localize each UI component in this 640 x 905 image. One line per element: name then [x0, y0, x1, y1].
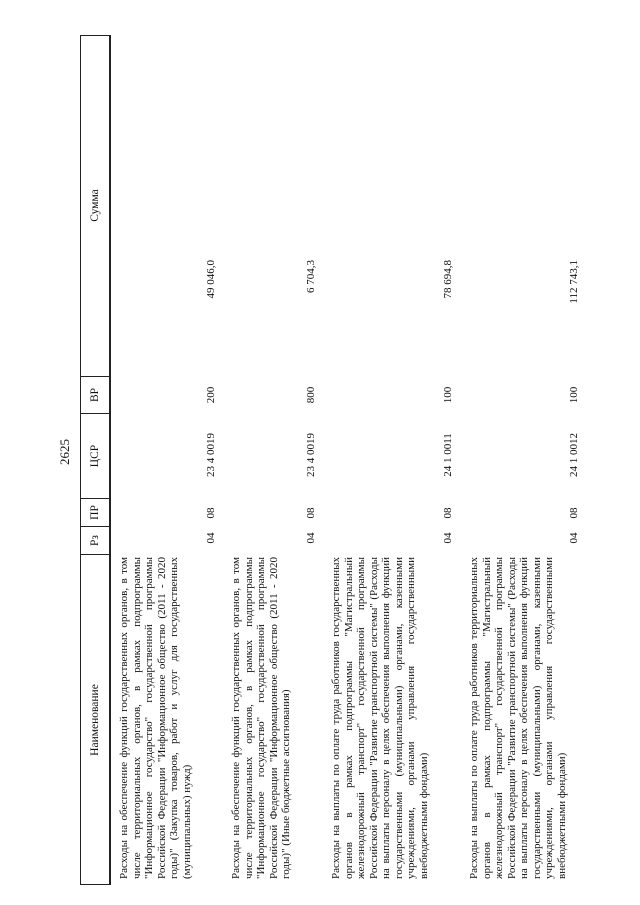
row-description: Расходы на выплаты по оплате труда работников территориальных органов в рамках подпрограммы "Магистральный железнодорожный транспорт" государственной программы Российской Федерации "Развитие транспортной системы" (Расходы на выплаты персоналу в целях обеспечения выполнения функций государственными (муниципальными) органами, казенными учреждениями, органами управления государственными внебюджетными фондами) — [468, 557, 568, 879]
budget-table — [80, 35, 585, 885]
row-pr: 08 — [205, 507, 217, 519]
table-row — [330, 35, 455, 885]
row-pr: 08 — [568, 507, 580, 519]
row-description: Расходы на выплаты по оплате труда работников государственных органов в рамках подпрограммы "Магистральный железнодорожный транспорт" государственной программы Российской Федерации "Развитие транспортной системы" (Расходы на выплаты персоналу в целях обеспечения выполнения функций государственными (муниципальными) органами, казенными учреждениями, органами управления государственными внебюджетными фондами) — [330, 557, 430, 879]
row-sum: 6 704,3 — [305, 260, 317, 293]
row-sum: 78 694,8 — [442, 260, 454, 299]
row-rz: 04 — [442, 532, 454, 544]
page-number: 2625 — [57, 439, 72, 465]
row-csr: 23 4 0019 — [205, 433, 217, 477]
row-csr: 23 4 0019 — [305, 433, 317, 477]
row-description: Расходы на обеспечение функций государственных органов, в том числе территориальных органов, в рамках подпрограммы "Информационное государство" государственной программы Российской Федерации "Информационное общество (2011 - 2020 годы)" (Закупка товаров, работ и услуг для государственных (муниципальных) нужд) — [118, 557, 193, 879]
row-sum: 49 046,0 — [205, 260, 217, 299]
row-vr: 100 — [568, 386, 580, 404]
row-pr: 08 — [442, 507, 454, 519]
header-vr: ВР — [88, 387, 101, 403]
header-divider — [80, 554, 110, 555]
header-divider — [80, 498, 110, 499]
header-sum: Сумма — [88, 189, 101, 222]
row-rz: 04 — [568, 532, 580, 544]
table-row — [118, 35, 218, 885]
header-rz: Рз — [88, 535, 101, 546]
header-divider — [80, 376, 110, 377]
table-row — [230, 35, 318, 885]
row-rz: 04 — [205, 532, 217, 544]
row-vr: 800 — [305, 386, 317, 404]
row-sum: 112 743,1 — [568, 260, 580, 304]
table-row — [468, 35, 581, 885]
header-divider — [80, 413, 110, 414]
table-header — [80, 35, 111, 885]
header-csr: ЦСР — [88, 444, 101, 468]
header-name: Наименование — [88, 684, 101, 756]
row-rz: 04 — [305, 532, 317, 544]
row-csr: 24 1 0012 — [568, 433, 580, 477]
row-vr: 100 — [442, 386, 454, 404]
rotated-table-container — [80, 35, 585, 885]
row-pr: 08 — [305, 507, 317, 519]
header-pr: ПР — [88, 505, 101, 520]
row-description: Расходы на обеспечение функций государственных органов, в том числе территориальных органов, в рамках подпрограммы "Информационное государство" государственной программы Российской Федерации "Информационное общество (2011 - 2020 годы)" (Иные бюджетные ассигнования) — [230, 557, 292, 879]
header-divider — [80, 526, 110, 527]
row-csr: 24 1 0011 — [442, 433, 454, 477]
row-vr: 200 — [205, 386, 217, 404]
